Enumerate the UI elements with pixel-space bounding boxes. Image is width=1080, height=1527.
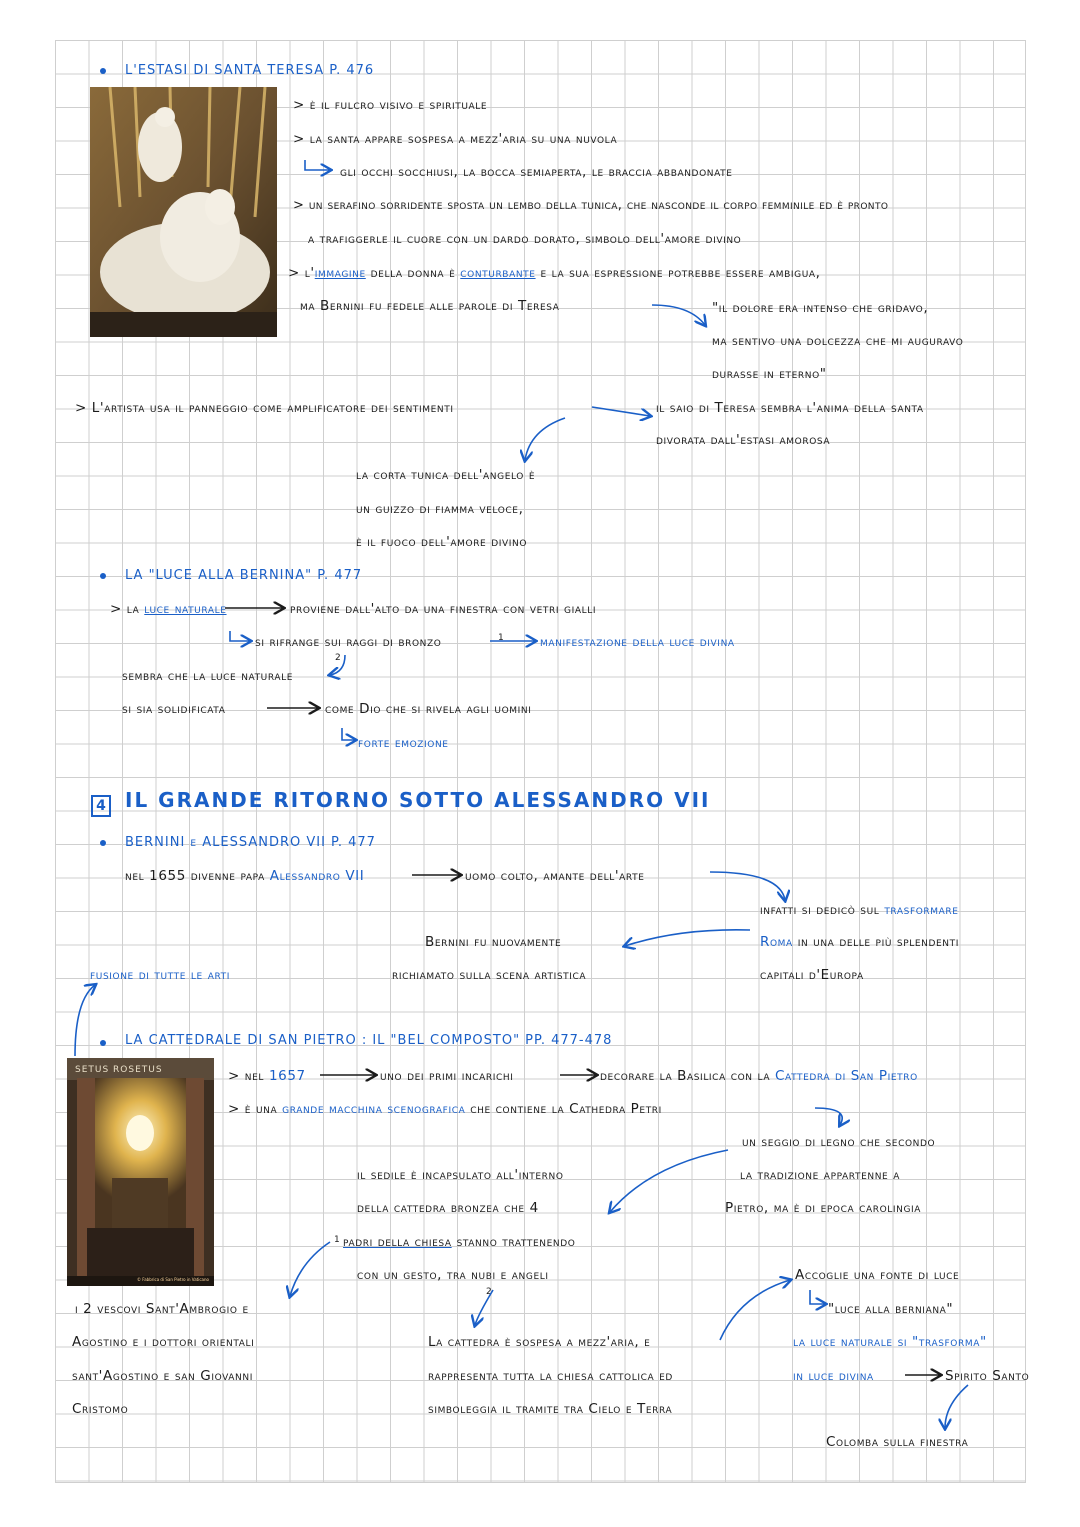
text-span-highlight: Roma (760, 934, 793, 950)
sedile-num-2: 2 (486, 1287, 493, 1297)
dedico-line-3: capitali d'Europa (760, 967, 864, 983)
arrow (815, 1108, 842, 1125)
luce-num-2: 2 (335, 653, 342, 663)
text-span: > nel (228, 1068, 269, 1084)
arrow (230, 631, 250, 641)
arrow (610, 1150, 728, 1212)
section-title-bernini-alessandro: BERNINI e ALESSANDRO VII P. 477 (125, 835, 376, 850)
cattedra-sospesa-1: La cattedra è sospesa a mezz'aria, e (428, 1334, 651, 1350)
arrow (330, 655, 345, 675)
tunica-line-3: è il fuoco dell'amore divino (356, 534, 528, 550)
luce-line-5: forte emozione (358, 735, 449, 751)
section-title-cattedrale: LA CATTEDRALE DI SAN PIETRO : IL "BEL COMPOSTO" PP. 477-478 (125, 1033, 613, 1048)
sedile-line-4: con un gesto, tra nubi e angeli (357, 1267, 549, 1283)
text-span: e la sua espressione potrebbe essere ambigua, (535, 265, 821, 281)
text-span: > la (110, 601, 145, 617)
luce-line-4a: si sia solidificata (122, 701, 226, 717)
richiamato-line-2: richiamato sulla scena artistica (392, 967, 587, 983)
text-span-highlight: grande macchina scenografica (282, 1101, 466, 1117)
teresa-quote-3: durasse in eterno" (712, 366, 827, 382)
section-title-estasi: L'ESTASI DI SANTA TERESA P. 476 (125, 63, 375, 78)
fusione-arti: fusione di tutte le arti (90, 967, 230, 983)
estasi-line-7: ma Bernini fu fedele alle parole di Teresa (300, 298, 560, 314)
vescovi-line-1: i 2 vescovi Sant'Ambrogio e (75, 1301, 249, 1317)
chapter-heading: IL GRANDE RITORNO SOTTO ALESSANDRO VII (125, 788, 711, 812)
luce-line-2b: manifestazione della luce divina (540, 634, 735, 650)
accoglie-luce: Accoglie una fonte di luce (795, 1267, 960, 1283)
teresa-quote-2: ma sentivo una dolcezza che mi auguravo (712, 333, 964, 349)
arrow (75, 985, 95, 1056)
vescovi-line-2: Agostino e i dottori orientali (72, 1334, 255, 1350)
luce-trasforma: la luce naturale si "trasforma" (793, 1334, 987, 1350)
text-span-highlight: luce naturale (144, 601, 227, 617)
text-span: > è una (228, 1101, 283, 1117)
text-span-highlight: Cattedra di San Pietro (774, 1068, 918, 1084)
estasi-line-3: gli occhi socchiusi, la bocca semiaperta, le braccia abbandonate (340, 164, 733, 180)
text-span-highlight: padri della chiesa (343, 1234, 452, 1250)
text-span-highlight: conturbante (460, 265, 536, 281)
panneggio-line: > L'artista usa il panneggio come amplificatore dei sentimenti (75, 400, 454, 416)
vescovi-line-4: Cristomo (72, 1401, 129, 1417)
arrow (342, 728, 355, 740)
text-span-highlight: trasformare (884, 902, 959, 918)
arrow (475, 1290, 493, 1325)
estasi-line-5: a trafiggerle il cuore con un dardo dorato, simbolo dell'amore divino (308, 231, 742, 247)
arrow (525, 418, 565, 460)
tunica-line-1: la corta tunica dell'angelo è (356, 467, 536, 483)
section-title-luce: LA "LUCE ALLA BERNINA" P. 477 (125, 568, 363, 583)
cattedra-sospesa-2: rappresenta tutta la chiesa cattolica ed (428, 1368, 673, 1384)
tunica-line-2: un guizzo di fiamma veloce, (356, 501, 524, 517)
saio-line-1: il saio di Teresa sembra l'anima della santa (656, 400, 924, 416)
arrow (945, 1385, 968, 1428)
text-span: della donna è (365, 265, 461, 281)
primi-incarichi: uno dei primi incarichi (380, 1068, 514, 1084)
sedile-line-1: il sedile è incapsulato all'interno (357, 1167, 564, 1183)
luce-line-2a: si rifrange sui raggi di bronzo (255, 634, 442, 650)
teresa-quote-1: "il dolore era intenso che gridavo, (712, 300, 929, 316)
arrow (305, 160, 330, 170)
colomba-finestra: Colomba sulla finestra (826, 1434, 969, 1450)
luce-line-1c: proviene dall'alto da una finestra con vetri gialli (290, 601, 597, 617)
text-span: nel 1655 divenne papa (125, 868, 270, 884)
luce-divina: in luce divina (793, 1368, 874, 1384)
cattedra-sospesa-3: simboleggia il tramite tra Cielo e Terra (428, 1401, 673, 1417)
uomo-colto: uomo colto, amante dell'arte (465, 868, 645, 884)
sedile-line-2: della cattedra bronzea che 4 (357, 1200, 539, 1216)
text-span: che contiene la Cathedra Petri (465, 1101, 662, 1117)
text-span: stanno trattenendo (451, 1234, 576, 1250)
arrow (720, 1280, 790, 1340)
seggio-line-3: Pietro, ma è di epoca carolingia (725, 1200, 922, 1216)
saio-line-2: divorata dall'estasi amorosa (656, 432, 831, 448)
text-span-highlight: Alessandro VII (269, 868, 365, 884)
richiamato-line-1: Bernini fu nuovamente (425, 934, 562, 950)
text-span: in una delle più splendenti (792, 934, 959, 950)
sedile-num-1: 1 (334, 1235, 341, 1245)
arrow (810, 1290, 825, 1304)
text-span: > l' (288, 265, 315, 281)
arrow (652, 305, 705, 325)
arrow (290, 1242, 330, 1296)
text-span-highlight: 1657 (268, 1068, 306, 1084)
luce-line-3: sembra che la luce naturale (122, 668, 294, 684)
text-span-highlight: immagine (314, 265, 366, 281)
chapter-number-box: 4 (91, 795, 111, 817)
seggio-line-1: un seggio di legno che secondo (742, 1134, 936, 1150)
estasi-line-2: > la santa appare sospesa a mezz'aria su una nuvola (293, 131, 618, 147)
arrow (710, 872, 785, 900)
estasi-line-4: > un serafino sorridente sposta un lembo della tunica, che nasconde il corpo femminile ed è pronto (293, 198, 889, 213)
luce-num-1: 1 (498, 633, 505, 643)
photo-inscription: SETUS ROSETUS (75, 1065, 163, 1075)
photo-caption: © Fabbrica di San Pietro in Vaticano (137, 1277, 209, 1282)
text-span: infatti si dedicò sul (760, 902, 885, 918)
estasi-line-1: > è il fulcro visivo e spirituale (293, 97, 488, 113)
arrow (625, 930, 750, 946)
vescovi-line-3: sant'Agostino e san Giovanni (72, 1368, 253, 1384)
arrow (592, 407, 650, 416)
spirito-santo: Spirito Santo (945, 1368, 1030, 1384)
seggio-line-2: la tradizione appartenne a (740, 1167, 900, 1183)
text-span: decorare la Basilica con la (600, 1068, 775, 1084)
luce-berniana: "luce alla berniana" (828, 1301, 954, 1317)
luce-line-4b: come Dio che si rivela agli uomini (325, 701, 532, 717)
